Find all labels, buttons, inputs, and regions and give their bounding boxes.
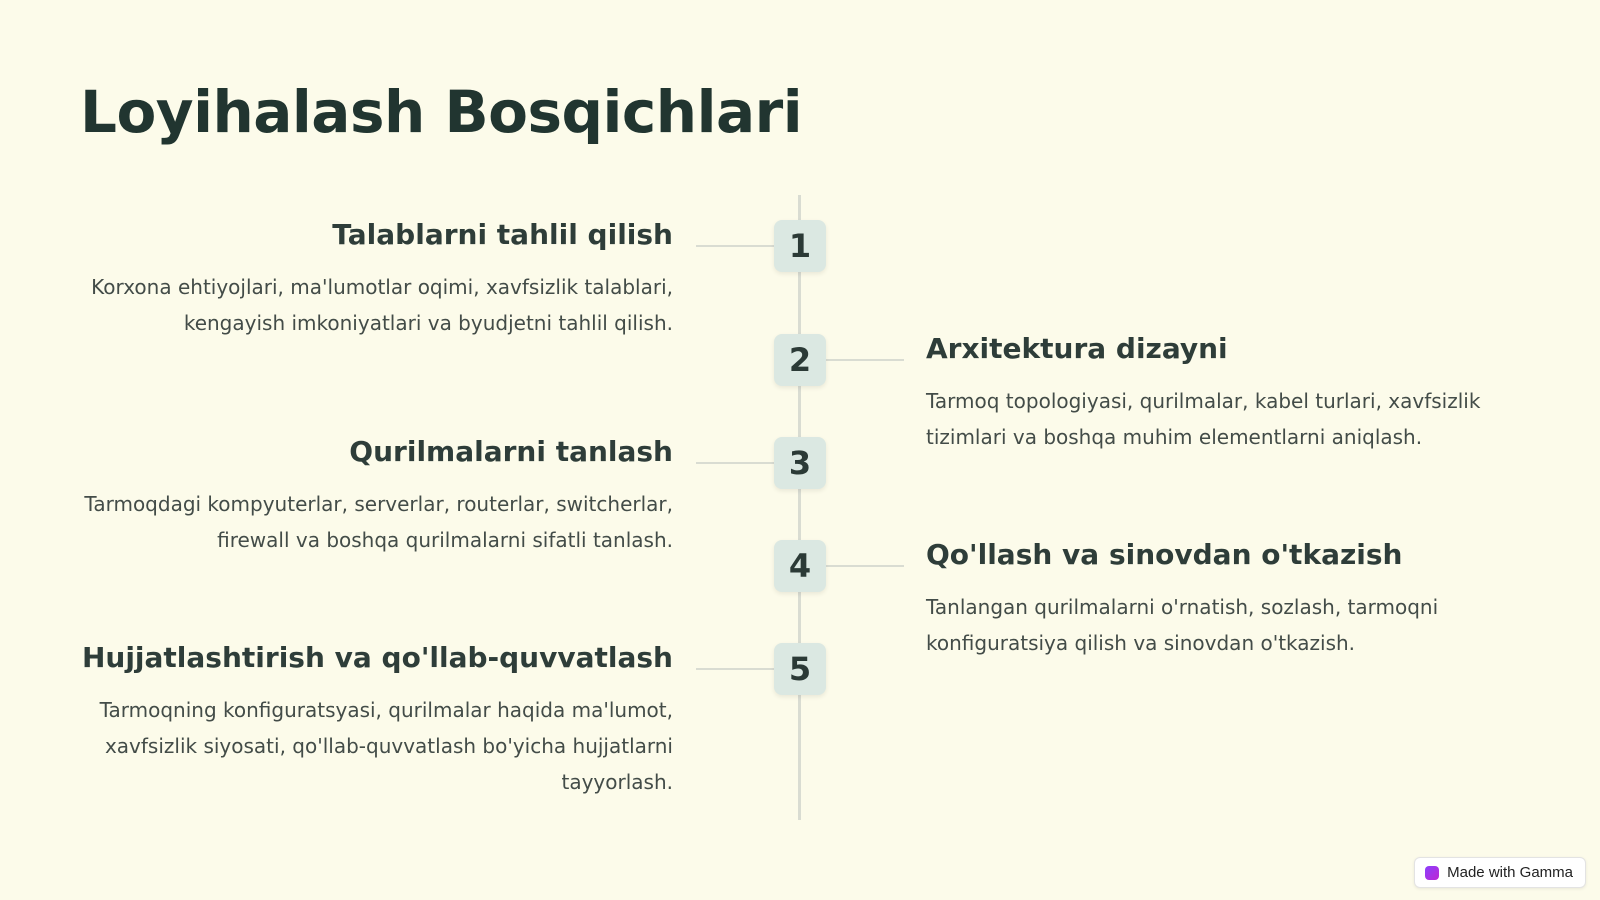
step-description: Tarmoqdagi kompyuterlar, serverlar, routerlar, switcherlar, firewall va boshqa qurilmalarni sifatli tanlash. <box>84 492 673 552</box>
step-number-badge: 1 <box>774 220 826 272</box>
made-with-gamma-label: Made with Gamma <box>1447 864 1573 881</box>
connector-2 <box>826 359 904 361</box>
step-heading: Hujjatlashtirish va qo'llab-quvvatlash <box>81 641 673 674</box>
step-description: Tanlangan qurilmalarni o'rnatish, sozlash, tarmoqni konfiguratsiya qilish va sinovdan o'tkazish. <box>926 595 1439 655</box>
step-1 <box>53 218 673 341</box>
step-description: Tarmoqning konfiguratsyasi, qurilmalar haqida ma'lumot, xavfsizlik siyosati, qo'llab-quvvatlash bo'yicha hujjatlarni tayyorlash. <box>99 698 673 794</box>
step-number-badge: 5 <box>774 643 826 695</box>
connector-5 <box>696 668 774 670</box>
step-heading: Qo'llash va sinovdan o'tkazish <box>926 538 1403 571</box>
connector-4 <box>826 565 904 567</box>
timeline-line <box>798 195 801 820</box>
step-description: Korxona ehtiyojlari, ma'lumotlar oqimi, xavfsizlik talablari, kengayish imkoniyatlari va byudjetni tahlil qilish. <box>91 275 673 335</box>
step-number-badge: 3 <box>774 437 826 489</box>
step-description: Tarmoq topologiyasi, qurilmalar, kabel turlari, xavfsizlik tizimlari va boshqa muhim elementlarni aniqlash. <box>926 389 1481 449</box>
step-5 <box>53 641 673 800</box>
step-3 <box>53 435 673 558</box>
step-heading: Arxitektura dizayni <box>926 332 1228 365</box>
step-4 <box>926 538 1496 661</box>
step-number-badge: 2 <box>774 334 826 386</box>
connector-3 <box>696 462 774 464</box>
gamma-logo-icon <box>1425 866 1439 880</box>
made-with-gamma-badge[interactable] <box>1414 857 1586 888</box>
step-heading: Qurilmalarni tanlash <box>349 435 673 468</box>
step-heading: Talablarni tahlil qilish <box>332 218 673 251</box>
step-2 <box>926 332 1496 455</box>
connector-1 <box>696 245 774 247</box>
slide-title: Loyihalash Bosqichlari <box>80 78 803 146</box>
step-number-badge: 4 <box>774 540 826 592</box>
